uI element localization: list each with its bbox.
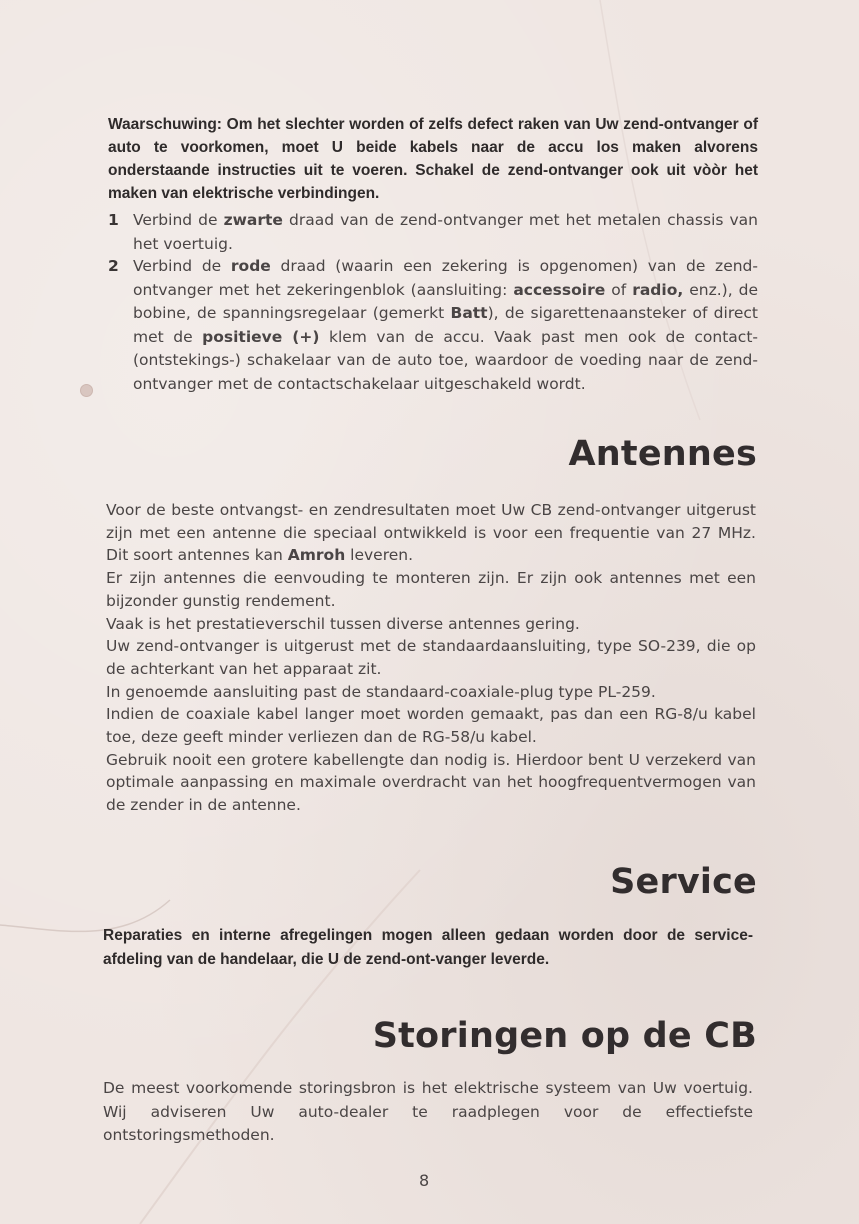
antennes-section [106, 499, 756, 817]
service-heading: Service [610, 862, 757, 902]
text-run: of [605, 280, 633, 299]
text-run: leveren. [345, 546, 414, 565]
storingen-paragraph: De meest voorkomende storingsbron is het elektrische systeem van Uw voertuig. Wij adviseren Uw auto-dealer te raadplegen voor de effectiefste ontstoringsmethoden. [103, 1079, 753, 1144]
antennes-paragraph: Vaak is het prestatieverschil tussen diverse antennes gering. [106, 614, 580, 633]
text-run: ), de sigarettenaansteker of direct met de [133, 304, 758, 346]
emphasis-zwarte: zwarte [223, 211, 283, 229]
text-run: klem van de accu. Vaak past men ook de contact- (ontstekings-) schakelaar van de auto toe, waardoor de voeding naar de zend-ontvanger met de contactschakelaar uitgeschakeld wordt. [133, 327, 758, 393]
instruction-text [133, 209, 758, 256]
storingen-heading: Storingen op de CB [372, 1016, 757, 1056]
antennes-paragraph [106, 499, 756, 567]
antennes-paragraph: Indien de coaxiale kabel langer moet worden gemaakt, pas dan een RG-8/u kabel toe, deze geeft minder verliezen dan de RG-58/u kabel. [106, 705, 756, 747]
instruction-number: 1 [108, 211, 119, 229]
warning-paragraph [108, 113, 758, 205]
emphasis-accessoire: accessoire [513, 280, 606, 299]
service-paragraph: Reparaties en interne afregelingen mogen alleen gedaan worden door de service-afdeling van de handelaar, die U de zend-ont-vanger leverde. [103, 927, 753, 968]
emphasis-batt: Batt [450, 304, 488, 322]
text-run: draad (waarin een zekering is opgenomen) van de zend-ontvanger met het zekeringenblok (aansluiting: [133, 257, 758, 299]
antennes-paragraph: Uw zend-ontvanger is uitgerust met de standaardaansluiting, type SO-239, die op de achterkant van het apparaat zit. [106, 637, 756, 678]
text-run: draad van de zend-ontvanger met het metalen chassis van het voertuig. [133, 211, 758, 253]
instruction-item-1 [108, 209, 758, 256]
text-run: enz.), de bobine, de spanningsregelaar (gemerkt [133, 280, 759, 322]
binder-hole [80, 384, 93, 397]
instruction-item-2 [108, 255, 758, 396]
warning-text: Om het slechter worden of zelfs defect raken van Uw zend-ontvanger of auto te voorkomen, moet U beide kabels naar de accu los maken alvorens onderstaande instructies uit te voeren. Schakel de zend-ontvanger ook uit vòòr het maken van elektrische verbindingen. [108, 116, 759, 202]
text-run: Voor de beste ontvangst- en zendresultaten moet Uw CB zend-ontvanger uitgerust zijn met een antenne die speciaal ontwikkeld is voor een frequentie van 27 MHz. Dit soort antennes kan [106, 501, 756, 565]
emphasis-positieve: positieve (+) [202, 327, 320, 346]
antennes-paragraph: Er zijn antennes die eenvouding te monteren zijn. Er zijn ook antennes met een bijzonder gunstig rendement. [106, 569, 756, 610]
emphasis-radio: radio, [632, 280, 684, 299]
antennes-paragraph: Gebruik nooit een grotere kabellengte dan nodig is. Hierdoor bent U verzekerd van optimale aanpassing en maximale overdracht van het hoogfrequentvermogen van de zender in de antenne. [106, 750, 756, 815]
antennes-heading: Antennes [568, 434, 757, 474]
text-run: Verbind de [133, 211, 224, 229]
instruction-text [133, 255, 758, 396]
warning-label: Waarschuwing: [108, 116, 222, 133]
page-number: 8 [419, 1171, 430, 1190]
antennes-paragraph: In genoemde aansluiting past de standaard-coaxiale-plug type PL-259. [106, 682, 656, 701]
text-run: Verbind de [133, 257, 231, 275]
emphasis-amroh: Amroh [287, 546, 346, 565]
emphasis-rode: rode [230, 257, 271, 275]
instruction-number: 2 [108, 257, 119, 275]
